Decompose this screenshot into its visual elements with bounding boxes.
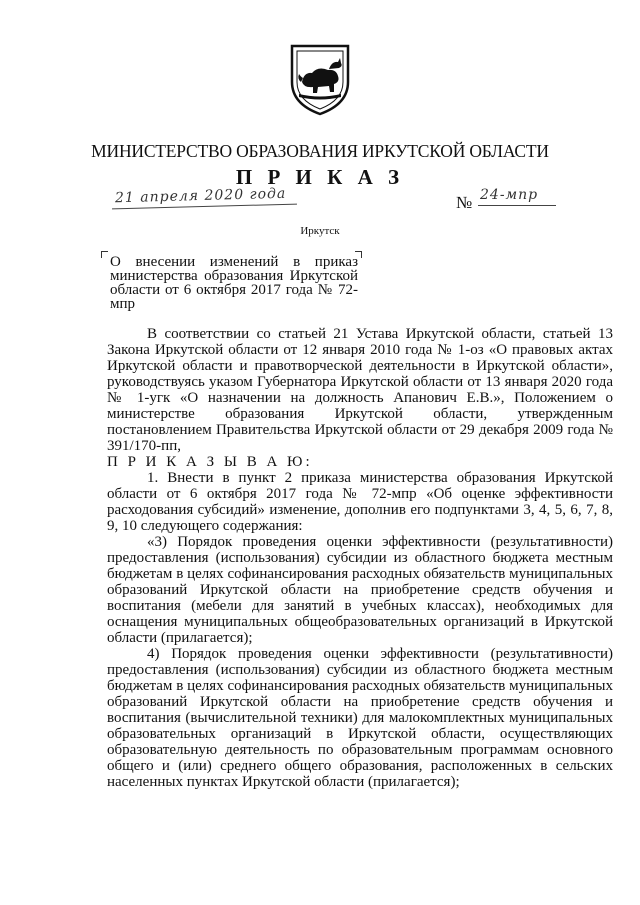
document-title: П Р И К А З: [235, 165, 405, 189]
order-subject: О внесении изменений в приказ министерства образования Иркутской области от 6 октября 2017 года № 72-мпр: [110, 254, 358, 312]
ministry-name: МИНИСТЕРСТВО ОБРАЗОВАНИЯ ИРКУТСКОЙ ОБЛАСТИ: [91, 141, 549, 161]
handwritten-date: 21 апреля 2020 года: [114, 185, 287, 207]
item-1-paragraph: 1. Внести в пункт 2 приказа министерства образования Иркутской области от 6 октября 2017 года № 72-мпр «Об оценке эффективности расходования субсидий» изменение, дополнив его подпунктами 3, 4, 5, 6, 7, 8, 9, 10 следующего содержания:: [107, 470, 613, 534]
subitem-3-paragraph: «3) Порядок проведения оценки эффективности (результативности) предоставления (использования) субсидии из областного бюджета местным бюджетам в целях софинансирования расходных обязательств муниципальных образований Иркутской области на приобретение средств обучения и воспитания (мебели для занятий в учебных классах), необходимых для оснащения муниципальных общеобразовательных организаций в Иркутской области (прилагается);: [107, 534, 613, 646]
handwritten-number: 24-мпр: [480, 187, 539, 203]
subitem-4-paragraph: 4) Порядок проведения оценки эффективности (результативности) предоставления (использования) субсидии из областного бюджета местным бюджетам в целях софинансирования расходных обязательств муниципальных образований Иркутской области на приобретение средств обучения и воспитания (вычислительной техники) для малокомплектных муниципальных образовательных организаций в Иркутской области, осуществляющих образовательную деятельность по образовательным программам основного общего и (или) среднего общего образования, расположенных в сельских населенных пунктах Иркутской области (прилагается);: [107, 646, 613, 790]
number-label: №: [456, 193, 473, 212]
number-underline: [478, 205, 556, 206]
orders-heading: П Р И К А З Ы В А Ю:: [107, 454, 313, 470]
preamble-paragraph: В соответствии со статьей 21 Устава Иркутской области, статьей 13 Закона Иркутской области от 12 января 2010 года № 1-оз «О правовых актах Иркутской области и правотворческой деятельности в Иркутской области», руководствуясь указом Губернатора Иркутской области от 13 января 2020 года № 1-угк «О назначении на должность Апанович Е.В.», Положением о министерстве образования Иркутской области, утвержденным постановлением Правительства Иркутской области от 29 декабря 2009 года № 391/170-пп,: [107, 326, 613, 454]
subject-corner-left: [101, 251, 108, 258]
order-body: [107, 326, 613, 790]
coat-of-arms-icon: [288, 42, 352, 118]
city-name: Иркутск: [300, 225, 340, 237]
